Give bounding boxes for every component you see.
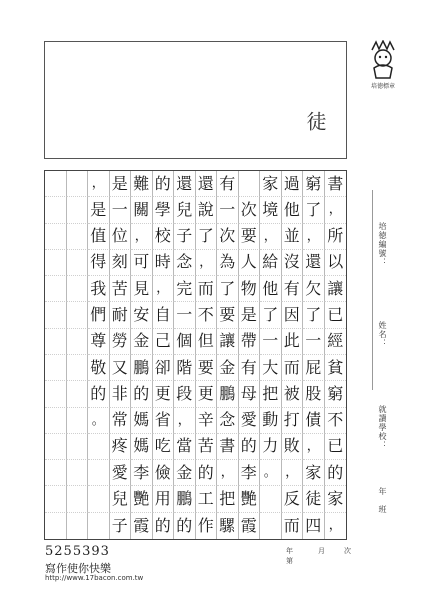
- grid-cell: 家: [260, 171, 282, 197]
- grid-cell: 非: [110, 381, 132, 407]
- grid-cell: 屁: [303, 355, 325, 381]
- grid-cell: 動: [260, 408, 282, 434]
- grid-cell: [67, 434, 89, 460]
- writing-grid: [44, 170, 347, 540]
- grid-cell: [45, 329, 67, 355]
- times-label: 次: [344, 547, 351, 555]
- grid-cell: 又: [110, 355, 132, 381]
- grid-cell: 窮: [303, 171, 325, 197]
- grid-cell: [67, 513, 89, 539]
- grid-cell: ，: [174, 408, 196, 434]
- class-number-label: 培徳編號：: [378, 222, 387, 267]
- grid-cell: [45, 171, 67, 197]
- grid-cell: 給: [260, 250, 282, 276]
- grid-cell: 念: [174, 250, 196, 276]
- grid-cell: 我: [88, 276, 110, 302]
- teacher-comment-box: [44, 41, 347, 159]
- grid-cell: [45, 434, 67, 460]
- grid-cell: [45, 408, 67, 434]
- grid-cell: 見: [131, 276, 153, 302]
- grid-cell: [88, 434, 110, 460]
- grid-cell: [88, 486, 110, 512]
- grid-cell: ，: [303, 224, 325, 250]
- grid-cell: 常: [110, 408, 132, 434]
- grid-cell: 了: [260, 302, 282, 328]
- grid-cell: ，: [328, 518, 342, 534]
- grid-cell: 時: [153, 250, 175, 276]
- sequence-label: 第: [286, 557, 293, 565]
- grid-cell: 更: [153, 381, 175, 407]
- grid-cell: 省: [153, 408, 175, 434]
- grid-cell: 有: [239, 355, 261, 381]
- grid-cell: 股: [303, 381, 325, 407]
- grid-cell: 而: [282, 355, 304, 381]
- grid-cell: 母: [239, 381, 261, 407]
- grid-cell: [45, 276, 67, 302]
- grid-cell: 債: [303, 408, 325, 434]
- grid-cell: 值: [88, 224, 110, 250]
- side-rule: [372, 190, 373, 390]
- grid-cell: ，: [88, 171, 110, 197]
- grid-cell: 苦: [110, 276, 132, 302]
- grid-cell: 貧: [325, 355, 347, 381]
- grid-cell: 帶: [239, 329, 261, 355]
- grid-cell: 愛: [110, 460, 132, 486]
- grid-cell: 欠: [303, 276, 325, 302]
- grid-cell: 的: [153, 171, 175, 197]
- grid-cell: 媽: [131, 408, 153, 434]
- grid-cell: 。: [260, 460, 282, 486]
- grid-cell: 有: [217, 171, 239, 197]
- grid-cell: 的: [88, 381, 110, 407]
- grid-cell: [45, 513, 67, 539]
- grid-cell: [67, 276, 89, 302]
- grid-cell: 要: [239, 224, 261, 250]
- grid-cell: ，: [282, 460, 304, 486]
- grid-cell: 金: [217, 355, 239, 381]
- grid-cell: 金: [131, 329, 153, 355]
- grid-cell: [260, 513, 282, 539]
- grid-cell: ，: [196, 250, 218, 276]
- grid-cell: [67, 302, 89, 328]
- grid-cell: 卻: [153, 355, 175, 381]
- grid-cell: 鵬: [217, 381, 239, 407]
- grid-cell: [260, 486, 282, 512]
- grid-cell: 敬: [88, 355, 110, 381]
- grid-cell: 完: [174, 276, 196, 302]
- grid-cell: 徒: [303, 486, 325, 512]
- school-label: 就讀學校：: [378, 405, 387, 450]
- grid-cell: [45, 486, 67, 512]
- grid-cell: [45, 460, 67, 486]
- grid-cell: 愛: [239, 408, 261, 434]
- grid-cell: ，: [217, 460, 239, 486]
- grid-cell: 安: [131, 302, 153, 328]
- grid-cell: 把: [217, 486, 239, 512]
- grid-cell: 己: [153, 329, 175, 355]
- grid-cell: 還: [303, 250, 325, 276]
- grid-cell: [67, 197, 89, 223]
- grid-cell: [239, 171, 261, 197]
- grid-cell: 位: [110, 224, 132, 250]
- grid-cell: 的: [239, 434, 261, 460]
- grid-cell: 還: [196, 171, 218, 197]
- grid-cell: 媽: [131, 434, 153, 460]
- grid-cell: 關: [131, 197, 153, 223]
- grid-cell: ，: [325, 197, 347, 223]
- grid-cell: [45, 224, 67, 250]
- grid-cell: 讓: [217, 329, 239, 355]
- grid-cell: 校: [153, 224, 175, 250]
- grid-cell: 的: [153, 513, 175, 539]
- grid-cell: 的: [131, 381, 153, 407]
- grid-cell: [45, 197, 67, 223]
- grid-cell: 過: [282, 171, 304, 197]
- grid-cell: 境: [260, 197, 282, 223]
- mascot-icon: [366, 40, 400, 80]
- grid-cell: 力: [260, 434, 282, 460]
- grid-cell: 學: [153, 197, 175, 223]
- grid-cell: 段: [174, 381, 196, 407]
- grid-cell: 兒: [110, 486, 132, 512]
- grid-cell: 被: [282, 381, 304, 407]
- grid-cell: 而: [282, 513, 304, 539]
- website-url: http://www.17bacon.com.tw: [45, 574, 144, 582]
- grid-cell: 四: [303, 513, 325, 539]
- grid-cell: 騾: [217, 513, 239, 539]
- grid-cell: 苦: [196, 434, 218, 460]
- grid-cell: 而: [196, 276, 218, 302]
- grid-cell: [67, 224, 89, 250]
- grid-cell: ，: [303, 434, 325, 460]
- grid-cell: 把: [260, 381, 282, 407]
- grid-cell: 自: [153, 302, 175, 328]
- grid-cell: 窮: [325, 381, 347, 407]
- grid-cell: 家: [303, 460, 325, 486]
- grid-cell: 艷: [131, 486, 153, 512]
- grid-cell: 已: [325, 434, 347, 460]
- grid-cell: 家: [325, 486, 347, 512]
- grid-cell: 反: [282, 486, 304, 512]
- grid-cell: 用: [153, 486, 175, 512]
- grid-cell: 是: [239, 302, 261, 328]
- grid-cell: 以: [325, 250, 347, 276]
- grid-cell: 階: [174, 355, 196, 381]
- grid-cell: 勞: [110, 329, 132, 355]
- grid-cell: 作: [196, 513, 218, 539]
- grid-cell: 是: [88, 197, 110, 223]
- grid-cell: 鵬: [131, 355, 153, 381]
- grid-cell: 個: [174, 329, 196, 355]
- grid-cell: 不: [325, 408, 347, 434]
- grid-cell: ，: [260, 224, 282, 250]
- grid-cell: 不: [196, 302, 218, 328]
- grid-cell: 了: [303, 197, 325, 223]
- grid-cell: 得: [88, 250, 110, 276]
- handwritten-note: 徒: [303, 111, 327, 131]
- grid-cell: 次: [217, 224, 239, 250]
- grid-cell: [67, 171, 89, 197]
- month-label: 月: [318, 547, 325, 555]
- grid-cell: 他: [260, 276, 282, 302]
- name-label: 姓名：: [378, 321, 387, 348]
- grid-cell: [67, 329, 89, 355]
- grid-cell: 人: [239, 250, 261, 276]
- grid-cell: 是: [110, 171, 132, 197]
- grid-cell: [88, 513, 110, 539]
- grid-cell: 沒: [282, 250, 304, 276]
- grid-cell: 可: [131, 250, 153, 276]
- grid-cell: 艷: [239, 486, 261, 512]
- grid-cell: 霞: [239, 513, 261, 539]
- grid-cell: [67, 381, 89, 407]
- grid-cell: [45, 355, 67, 381]
- grid-cell: 的: [174, 513, 196, 539]
- grid-cell: 吃: [153, 434, 175, 460]
- grid-cell: 要: [196, 355, 218, 381]
- grid-cell: 。: [88, 408, 110, 434]
- grid-cell: 疼: [110, 434, 132, 460]
- grid-cell: 但: [196, 329, 218, 355]
- grid-cell: 子: [174, 224, 196, 250]
- slogan: 寫作使你快樂: [45, 562, 111, 575]
- grid-cell: 要: [217, 302, 239, 328]
- grid-cell: [67, 355, 89, 381]
- grid-cell: 為: [217, 250, 239, 276]
- grid-cell: [67, 408, 89, 434]
- grid-cell: 刻: [110, 250, 132, 276]
- grid-cell: 並: [282, 224, 304, 250]
- grid-cell: 更: [196, 381, 218, 407]
- grid-cell: 工: [196, 486, 218, 512]
- grid-cell: ，: [131, 224, 153, 250]
- grid-cell: 經: [325, 329, 347, 355]
- grid-cell: 鵬: [174, 486, 196, 512]
- grid-cell: 一: [174, 302, 196, 328]
- grid-cell: 書: [217, 434, 239, 460]
- grid-cell: 一: [260, 329, 282, 355]
- grid-cell: 金: [174, 460, 196, 486]
- grid-cell: 因: [282, 302, 304, 328]
- grid-cell: 耐: [110, 302, 132, 328]
- grid-cell: 書: [325, 171, 347, 197]
- grid-cell: 一: [110, 197, 132, 223]
- grid-cell: 當: [174, 434, 196, 460]
- grid-cell: 敗: [282, 434, 304, 460]
- grid-cell: 儉: [153, 460, 175, 486]
- grid-cell: 尊: [88, 329, 110, 355]
- grid-cell: 霞: [131, 513, 153, 539]
- grid-cell: [67, 250, 89, 276]
- grid-cell: 難: [131, 171, 153, 197]
- grid-cell: 了: [303, 302, 325, 328]
- grid-cell: 們: [88, 302, 110, 328]
- grid-cell: 子: [110, 513, 132, 539]
- grid-cell: 說: [196, 197, 218, 223]
- grid-cell: 兒: [174, 197, 196, 223]
- grid-cell: [67, 460, 89, 486]
- grid-cell: 念: [217, 408, 239, 434]
- year-label: 年: [286, 547, 293, 555]
- grid-cell: 一: [217, 197, 239, 223]
- grid-cell: 他: [282, 197, 304, 223]
- grade-label: 年 班: [378, 487, 387, 514]
- grid-cell: 了: [217, 276, 239, 302]
- grid-cell: ，: [153, 276, 175, 302]
- grid-cell: [45, 250, 67, 276]
- grid-cell: [67, 486, 89, 512]
- grid-cell: 此: [282, 329, 304, 355]
- grid-cell: 次: [239, 197, 261, 223]
- document-code: 5255393: [45, 544, 110, 559]
- grid-cell: 還: [174, 171, 196, 197]
- grid-cell: [88, 460, 110, 486]
- grid-cell: 一: [303, 329, 325, 355]
- grid-cell: 李: [131, 460, 153, 486]
- grid-cell: 所: [325, 224, 347, 250]
- corner-logo: [363, 40, 403, 98]
- grid-cell: 了: [196, 224, 218, 250]
- grid-cell: 已: [325, 302, 347, 328]
- grid-cell: [45, 302, 67, 328]
- grid-cell: 大: [260, 355, 282, 381]
- grid-cell: [45, 381, 67, 407]
- grid-cell: 物: [239, 276, 261, 302]
- grid-cell: 的: [325, 460, 347, 486]
- grid-cell: 李: [239, 460, 261, 486]
- grid-cell: 辛: [196, 408, 218, 434]
- grid-cell: 有: [282, 276, 304, 302]
- grid-cell: 打: [282, 408, 304, 434]
- logo-label: 培徳標章: [370, 83, 395, 90]
- grid-cell: 讓: [325, 276, 347, 302]
- grid-cell: 的: [196, 460, 218, 486]
